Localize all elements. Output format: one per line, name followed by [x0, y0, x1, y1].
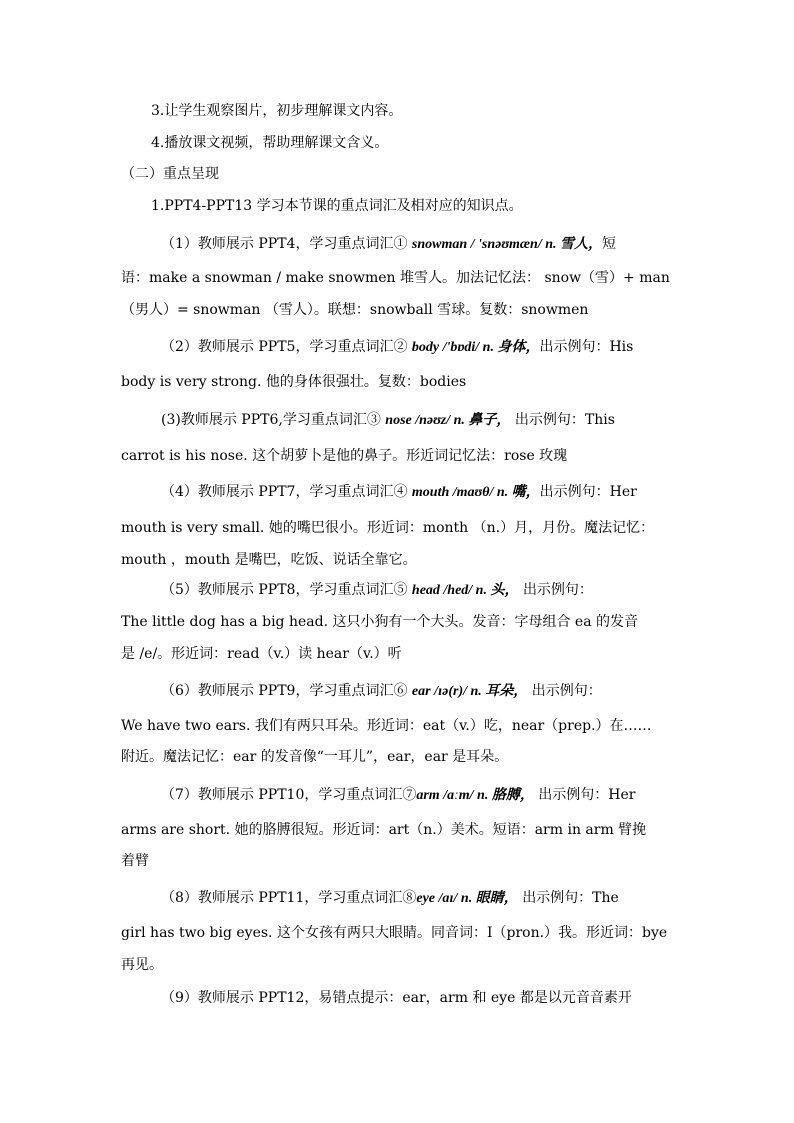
item-3-first-line: [161, 410, 615, 431]
item-4-line-3: mouth ，mouth 是嘴巴，吃饭、说话全靠它。: [121, 552, 417, 568]
step-4-text: 4.播放课文视频，帮助理解课文含义。: [151, 135, 389, 151]
item-7-lead: （7）教师展示 PPT10，学习重点词汇⑦: [161, 787, 417, 803]
item-3-tail: 出示例句：This: [514, 412, 615, 428]
item-1-first-line: [161, 234, 616, 255]
item-7-first-line: [161, 785, 635, 806]
item-6-lead: （6）教师展示 PPT9，学习重点词汇⑥: [161, 683, 408, 699]
item-2-tail: 出示例句：His: [539, 339, 634, 355]
item-7-tail: 出示例句：Her: [538, 787, 636, 803]
overview-text: 1.PPT4-PPT13 学习本节课的重点词汇及相对应的知识点。: [151, 198, 523, 214]
item-4-tail: 出示例句：Her: [539, 484, 637, 500]
item-6-tail: 出示例句：: [531, 683, 602, 699]
item-5-lead: （5）教师展示 PPT8，学习重点词汇⑤: [161, 582, 408, 598]
item-8-keyword: eye /aɪ/ n. 眼睛，: [416, 891, 518, 906]
item-9-first-line: （9）教师展示 PPT12，易错点提示：ear，arm 和 eye 都是以元音音素开: [161, 990, 632, 1006]
item-5-first-line: [161, 580, 593, 601]
item-5-line-3: 是 /e/。形近词：read（v.）读 hear（v.）听: [121, 646, 402, 662]
item-5-line-2: The little dog has a big head. 这只小狗有一个大头。发音：字母组合 ea 的发音: [121, 614, 639, 630]
item-3-keyword: nose /nəʊz/ n. 鼻子，: [385, 413, 511, 428]
item-6-first-line: [161, 681, 602, 702]
item-1-lead: （1）教师展示 PPT4，学习重点词汇①: [161, 236, 408, 252]
item-7-keyword: arm /ɑːm/ n. 胳膊，: [416, 788, 534, 803]
item-1-keyword: snowman / 'snəʊmæn/ n. 雪人，: [411, 237, 603, 252]
item-6-line-3: 附近。魔法记忆：ear 的发音像“一耳儿”，ear，ear 是耳朵。: [121, 749, 509, 765]
item-4-first-line: [161, 482, 637, 503]
item-8-line-2: girl has two big eyes. 这个女孩有两只大眼睛。同音词：I（pron.）我。形近词：bye: [121, 925, 668, 941]
item-8-tail: 出示例句：The: [522, 890, 619, 906]
item-3-lead: (3)教师展示 PPT6,学习重点词汇③: [161, 412, 381, 428]
item-1-line-2: 语：make a snowman / make snowmen 堆雪人。加法记忆法： snow（雪）+ man: [121, 270, 670, 286]
item-1-tail: 短: [602, 236, 617, 252]
section-2-title: （二）重点呈现: [121, 166, 219, 182]
item-2-lead: （2）教师展示 PPT5，学习重点词汇②: [161, 339, 408, 355]
item-8-lead: （8）教师展示 PPT11，学习重点词汇⑧: [161, 890, 417, 906]
item-2-line-2: body is very strong. 他的身体很强壮。复数：bodies: [121, 374, 467, 390]
item-4-lead: （4）教师展示 PPT7，学习重点词汇④: [161, 484, 408, 500]
item-7-line-3: 着臂: [121, 853, 149, 869]
item-5-tail: 出示例句：: [522, 582, 593, 598]
item-7-line-2: arms are short. 她的胳膊很短。形近词：art（n.）美术。短语：arm in arm 臂挽: [121, 822, 647, 838]
item-2-first-line: [161, 337, 633, 358]
item-1-line-3: （男人）= snowman （雪人）。联想：snowball 雪球。复数：snowmen: [121, 302, 589, 318]
item-8-line-3: 再见。: [121, 957, 163, 973]
step-3-text: 3.让学生观察图片，初步理解课文内容。: [151, 103, 403, 119]
item-2-keyword: body /'bɒdi/ n. 身体，: [411, 340, 540, 355]
item-4-line-2: mouth is very small. 她的嘴巴很小。形近词：month （n.）月，月份。魔法记忆：: [121, 520, 655, 536]
item-6-keyword: ear /ɪə(r)/ n. 耳朵，: [411, 684, 528, 699]
item-8-first-line: [161, 888, 619, 909]
item-3-line-2: carrot is his nose. 这个胡萝卜是他的鼻子。形近词记忆法：rose 玫瑰: [121, 448, 568, 464]
item-4-keyword: mouth /maʊθ/ n. 嘴，: [411, 485, 540, 500]
item-5-keyword: head /hed/ n. 头，: [411, 583, 519, 598]
item-6-line-2: We have two ears. 我们有两只耳朵。形近词：eat（v.）吃，near（prep.）在……: [121, 718, 652, 734]
